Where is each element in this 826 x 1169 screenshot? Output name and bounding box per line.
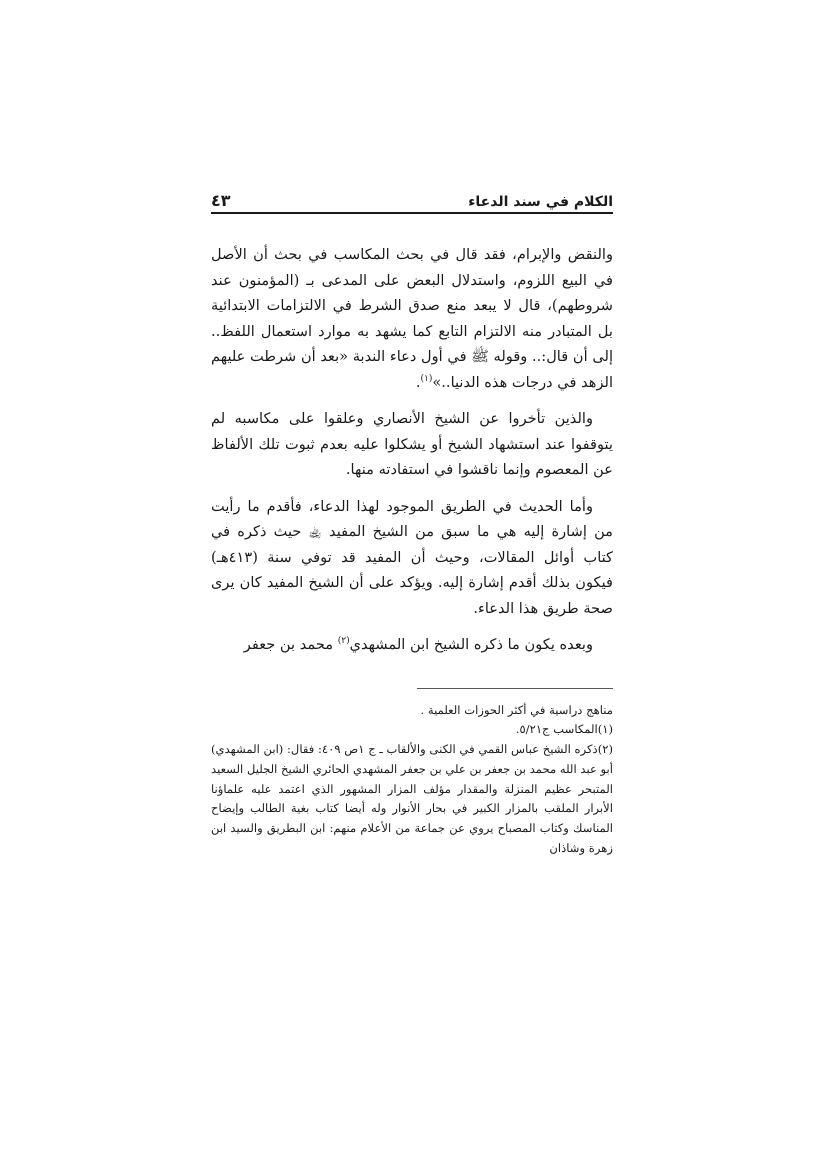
footnote-continuation: مناهج دراسية في أكثر الحوزات العلمية .: [420, 702, 613, 717]
book-page: [211, 182, 613, 859]
footnotes: [211, 701, 613, 859]
paragraph-1-text: والنقض والإبرام، فقد قال في بحث المكاسب في بحث أن الأصل في البيع اللزوم، واستدلال البعض على المدعى بـ (المؤمنون عند شروطهم)، قال لا يبعد منع صدق الشرط في الالتزامات الابتدائية بل المتبادر منه الالتزام التابع كما يشهد به موارد استعمال اللفظ.. إلى أن قال:.. وقوله ﷺ في أول دعاء الندبة «بعد أن شرطت عليهم الزهد في درجات هذه الدنيا..»: [211, 246, 613, 391]
page-number: ٤٣: [211, 191, 231, 210]
paragraph-4-tail: محمد بن جعفر: [243, 636, 334, 653]
main-text: [211, 242, 613, 658]
footnote-1: (١)المكاسب ج٥/٢١.: [515, 722, 613, 737]
header-title: الكلام في سند الدعاء: [468, 194, 613, 210]
paragraph-1: والنقض والإبرام، فقد قال في بحث المكاسب في بحث أن الأصل في البيع اللزوم، واستدلال البعض على المدعى بـ (المؤمنون عند شروطهم)، قال لا يبعد منع صدق الشرط في الالتزامات الابتدائية بل المتبادر منه الالتزام التابع كما يشهد به موارد استعمال اللفظ.. إلى أن قال:.. وقوله ﷺ في أول دعاء الندبة «بعد أن شرطت عليهم الزهد في درجات هذه الدنيا..»$^{(١)}$.: [211, 246, 613, 391]
paragraph-2: والذين تأخروا عن الشيخ الأنصاري وعلقوا على مكاسبه لم يتوقفوا عند استشهاد الشيخ أو يشكلوا عليه بعدم ثبوت تلك الألفاظ عن المعصوم وإنما ناقشوا في استفادته منها.: [211, 410, 613, 478]
paragraph-4: [211, 632, 613, 658]
running-header: [211, 182, 613, 214]
paragraph-4-text: وبعده يكون ما ذكره الشيخ ابن المشهدي: [349, 636, 593, 653]
paragraph-3: وأما الحديث في الطريق الموجود لهذا الدعاء، فأقدم ما رأيت من إشارة إليه هي ما سبق من الشيخ المفيد ﵀ حيث ذكره في كتاب أوائل المقالات، وحيث أن المفيد قد توفي سنة (٤١٣هـ) فيكون بذلك أقدم إشارة إليه. ويؤكد على أن الشيخ المفيد كان يرى صحة طريق هذا الدعاء.: [211, 497, 613, 617]
footnote-ref-2: (٢): [337, 636, 350, 647]
footnote-2: (٢)ذكره الشيخ عباس القمي في الكنى والألقاب ـ ج ١ص ٤٠٩: فقال: (ابن المشهدي) أبو عبد الله محمد بن جعفر بن علي بن جعفر المشهدي الحائري الشيخ الجليل السعيد المتبحر عظيم المنزلة والمقدار مؤلف المزار المشهور الذي اعتمد عليه علماؤنا الأبرار الملقب بالمزار الكبير في بحار الأنوار وله أيضا كتاب بغية الطالب وإيضاح المناسك وكتاب المصباح يروي عن جماعة من الأعلام منهم: ابن البطريق والسيد ابن زهرة وشاذان: [211, 742, 614, 856]
footnote-ref-1: (١): [420, 373, 433, 384]
footnote-separator: [417, 688, 613, 689]
